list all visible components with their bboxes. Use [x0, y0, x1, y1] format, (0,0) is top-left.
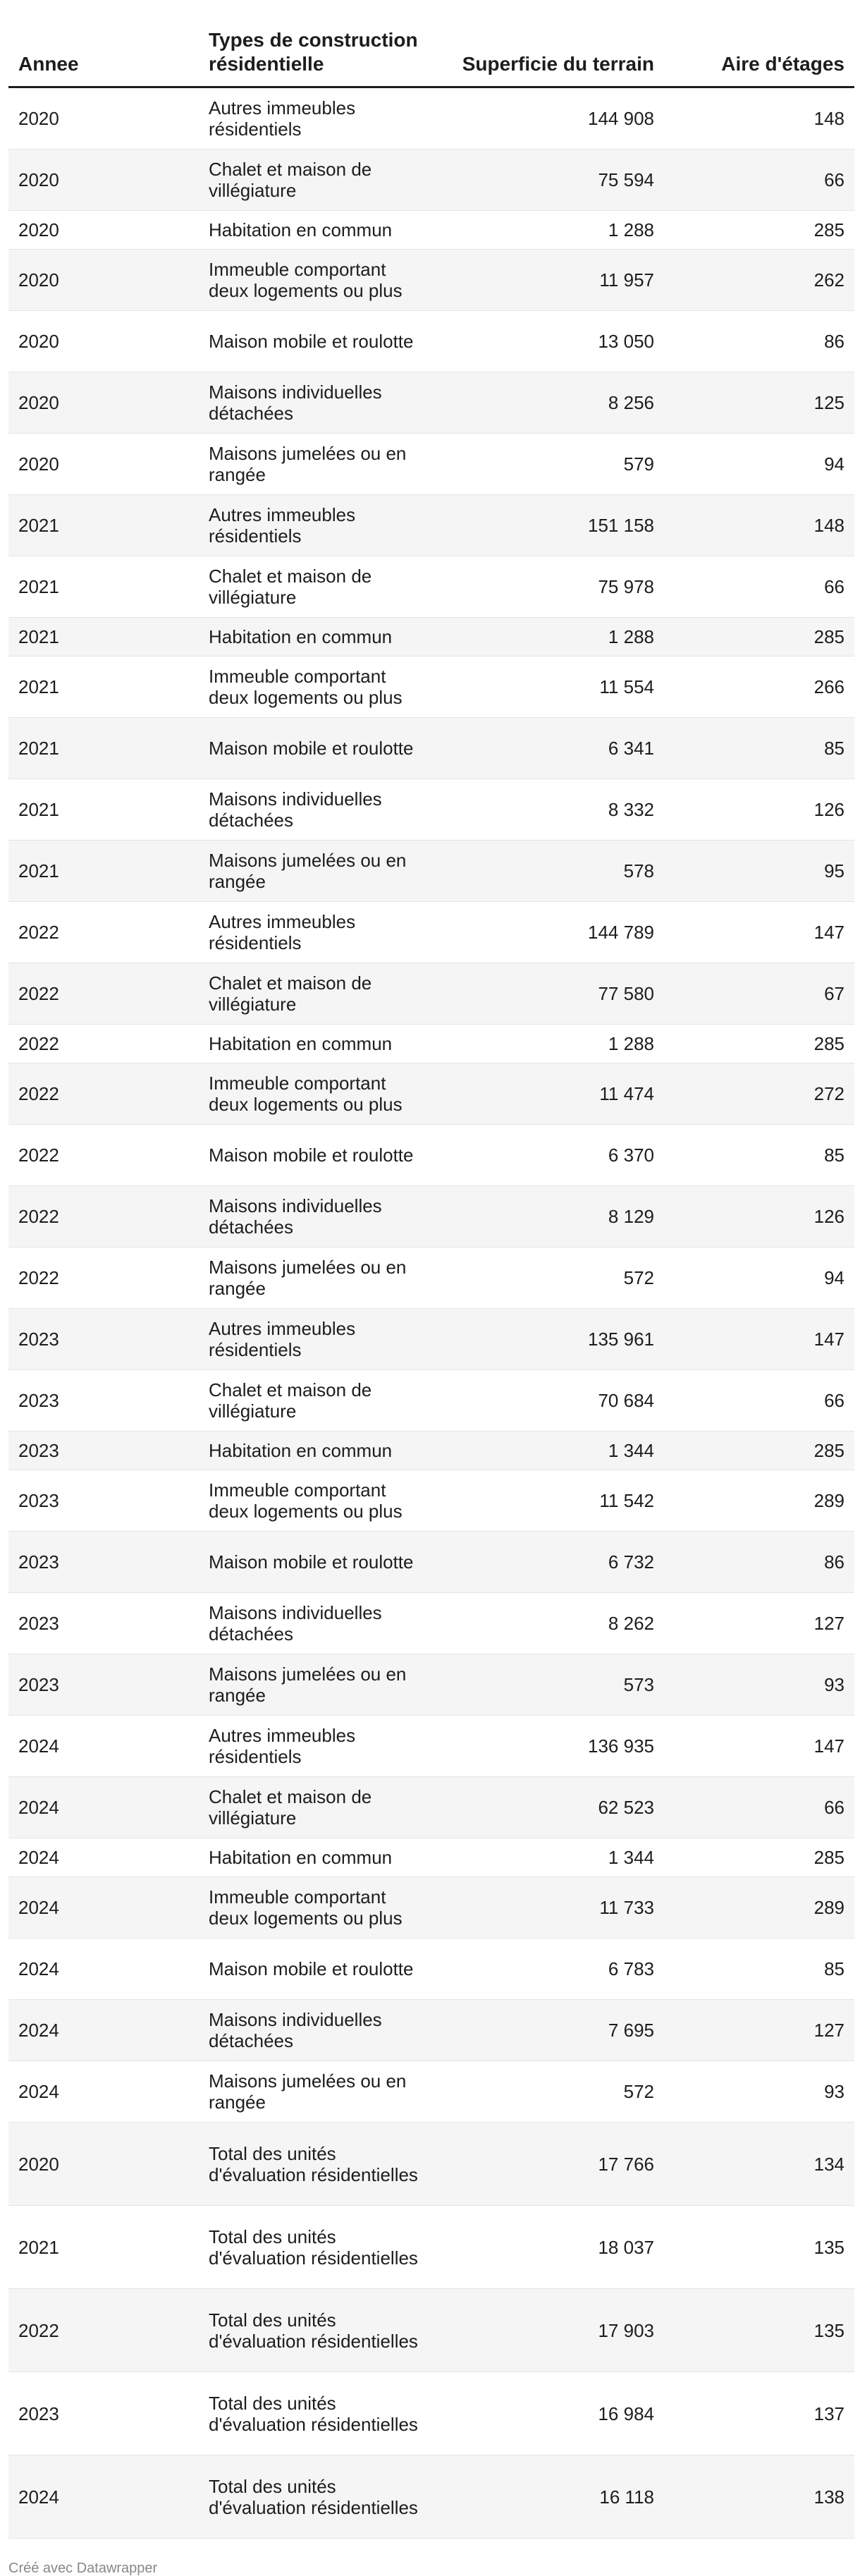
cell-type-construction: Maisons jumelées ou en rangée: [199, 1247, 438, 1309]
cell-type-construction: Maison mobile et roulotte: [199, 1532, 438, 1593]
cell-superficie-terrain: 6 783: [438, 1939, 664, 2000]
cell-aire-etages: 285: [664, 1838, 854, 1877]
cell-type-construction: Immeuble comportant deux logements ou plus: [199, 1877, 438, 1939]
cell-aire-etages: 262: [664, 250, 854, 311]
cell-aire-etages: 289: [664, 1877, 854, 1939]
cell-type-construction: Habitation en commun: [199, 211, 438, 250]
cell-aire-etages: 127: [664, 2000, 854, 2061]
cell-superficie-terrain: 17 766: [438, 2123, 664, 2206]
cell-annee: 2020: [8, 87, 199, 149]
cell-superficie-terrain: 8 256: [438, 372, 664, 434]
cell-aire-etages: 126: [664, 779, 854, 841]
cell-annee: 2021: [8, 2206, 199, 2289]
cell-superficie-terrain: 11 554: [438, 657, 664, 718]
table-row: [8, 556, 854, 618]
cell-annee: 2020: [8, 250, 199, 311]
cell-type-construction: Total des unités d'évaluation résidentielles: [199, 2372, 438, 2455]
cell-annee: 2024: [8, 1877, 199, 1939]
table-row: [8, 434, 854, 495]
cell-superficie-terrain: 62 523: [438, 1777, 664, 1838]
cell-superficie-terrain: 151 158: [438, 495, 664, 556]
table-row: [8, 1654, 854, 1716]
cell-superficie-terrain: 572: [438, 1247, 664, 1309]
cell-annee: 2023: [8, 1309, 199, 1370]
cell-annee: 2023: [8, 1470, 199, 1532]
cell-annee: 2024: [8, 1716, 199, 1777]
cell-annee: 2022: [8, 902, 199, 963]
table-row: [8, 1432, 854, 1470]
cell-annee: 2021: [8, 718, 199, 779]
cell-type-construction: Chalet et maison de villégiature: [199, 149, 438, 211]
cell-superficie-terrain: 1 288: [438, 1025, 664, 1063]
cell-annee: 2024: [8, 1838, 199, 1877]
cell-superficie-terrain: 11 733: [438, 1877, 664, 1939]
cell-annee: 2021: [8, 556, 199, 618]
table-row: [8, 311, 854, 372]
cell-type-construction: Maisons individuelles détachées: [199, 1593, 438, 1654]
cell-type-construction: Total des unités d'évaluation résidentielles: [199, 2289, 438, 2372]
table-row: [8, 1532, 854, 1593]
table-row: [8, 2061, 854, 2123]
cell-aire-etages: 86: [664, 1532, 854, 1593]
cell-superficie-terrain: 13 050: [438, 311, 664, 372]
cell-annee: 2024: [8, 2061, 199, 2123]
table-row: [8, 1125, 854, 1186]
table-row: [8, 902, 854, 963]
cell-superficie-terrain: 1 288: [438, 211, 664, 250]
cell-type-construction: Autres immeubles résidentiels: [199, 1716, 438, 1777]
cell-type-construction: Maison mobile et roulotte: [199, 718, 438, 779]
cell-superficie-terrain: 6 732: [438, 1532, 664, 1593]
table-row: [8, 2206, 854, 2289]
cell-superficie-terrain: 7 695: [438, 2000, 664, 2061]
table-row: [8, 1063, 854, 1125]
cell-superficie-terrain: 77 580: [438, 963, 664, 1025]
cell-aire-etages: 134: [664, 2123, 854, 2206]
cell-type-construction: Maisons jumelées ou en rangée: [199, 841, 438, 902]
table-row: [8, 149, 854, 211]
cell-annee: 2021: [8, 841, 199, 902]
cell-type-construction: Chalet et maison de villégiature: [199, 1777, 438, 1838]
cell-aire-etages: 285: [664, 1432, 854, 1470]
table-row: [8, 1716, 854, 1777]
table-row: [8, 250, 854, 311]
cell-aire-etages: 147: [664, 902, 854, 963]
cell-annee: 2020: [8, 149, 199, 211]
cell-annee: 2020: [8, 2123, 199, 2206]
table-row: [8, 618, 854, 657]
cell-aire-etages: 285: [664, 618, 854, 657]
cell-aire-etages: 93: [664, 2061, 854, 2123]
cell-superficie-terrain: 11 542: [438, 1470, 664, 1532]
cell-aire-etages: 148: [664, 87, 854, 149]
table-row: [8, 1777, 854, 1838]
cell-aire-etages: 266: [664, 657, 854, 718]
cell-annee: 2023: [8, 2372, 199, 2455]
cell-aire-etages: 148: [664, 495, 854, 556]
cell-annee: 2020: [8, 211, 199, 250]
cell-annee: 2023: [8, 1593, 199, 1654]
cell-type-construction: Immeuble comportant deux logements ou plus: [199, 657, 438, 718]
table-row: [8, 657, 854, 718]
cell-aire-etages: 67: [664, 963, 854, 1025]
cell-aire-etages: 126: [664, 1186, 854, 1247]
cell-type-construction: Maisons jumelées ou en rangée: [199, 2061, 438, 2123]
cell-aire-etages: 137: [664, 2372, 854, 2455]
cell-type-construction: Habitation en commun: [199, 1838, 438, 1877]
cell-type-construction: Total des unités d'évaluation résidentielles: [199, 2455, 438, 2539]
cell-superficie-terrain: 136 935: [438, 1716, 664, 1777]
cell-aire-etages: 66: [664, 1777, 854, 1838]
cell-annee: 2022: [8, 1186, 199, 1247]
cell-aire-etages: 147: [664, 1716, 854, 1777]
cell-type-construction: Maisons individuelles détachées: [199, 1186, 438, 1247]
cell-aire-etages: 66: [664, 149, 854, 211]
datawrapper-credit: Créé avec Datawrapper: [8, 2560, 158, 2576]
cell-annee: 2022: [8, 1025, 199, 1063]
cell-annee: 2024: [8, 1939, 199, 2000]
cell-superficie-terrain: 8 129: [438, 1186, 664, 1247]
data-table: [8, 28, 854, 2539]
cell-aire-etages: 127: [664, 1593, 854, 1654]
table-row: [8, 1939, 854, 2000]
table-row: [8, 2455, 854, 2539]
cell-type-construction: Maison mobile et roulotte: [199, 1125, 438, 1186]
cell-aire-etages: 85: [664, 1939, 854, 2000]
cell-annee: 2022: [8, 963, 199, 1025]
cell-type-construction: Autres immeubles résidentiels: [199, 495, 438, 556]
cell-annee: 2022: [8, 1125, 199, 1186]
cell-superficie-terrain: 11 474: [438, 1063, 664, 1125]
cell-aire-etages: 135: [664, 2206, 854, 2289]
cell-superficie-terrain: 70 684: [438, 1370, 664, 1432]
cell-aire-etages: 95: [664, 841, 854, 902]
cell-type-construction: Maisons jumelées ou en rangée: [199, 1654, 438, 1716]
table-row: [8, 779, 854, 841]
cell-annee: 2021: [8, 779, 199, 841]
header-superficie-terrain[interactable]: Superficie du terrain: [438, 28, 664, 87]
cell-superficie-terrain: 135 961: [438, 1309, 664, 1370]
cell-annee: 2024: [8, 2455, 199, 2539]
table-row: [8, 841, 854, 902]
cell-aire-etages: 138: [664, 2455, 854, 2539]
cell-type-construction: Habitation en commun: [199, 618, 438, 657]
cell-superficie-terrain: 144 908: [438, 87, 664, 149]
cell-aire-etages: 86: [664, 311, 854, 372]
cell-superficie-terrain: 8 262: [438, 1593, 664, 1654]
cell-aire-etages: 85: [664, 718, 854, 779]
table-row: [8, 2000, 854, 2061]
table-row: [8, 1309, 854, 1370]
cell-type-construction: Habitation en commun: [199, 1432, 438, 1470]
table-row: [8, 211, 854, 250]
cell-superficie-terrain: 1 344: [438, 1838, 664, 1877]
cell-superficie-terrain: 75 594: [438, 149, 664, 211]
cell-type-construction: Autres immeubles résidentiels: [199, 1309, 438, 1370]
cell-superficie-terrain: 6 341: [438, 718, 664, 779]
cell-aire-etages: 147: [664, 1309, 854, 1370]
table-row: [8, 495, 854, 556]
table-header: [8, 28, 854, 87]
cell-annee: 2021: [8, 618, 199, 657]
cell-aire-etages: 285: [664, 1025, 854, 1063]
cell-type-construction: Total des unités d'évaluation résidentielles: [199, 2123, 438, 2206]
cell-superficie-terrain: 579: [438, 434, 664, 495]
cell-aire-etages: 125: [664, 372, 854, 434]
table-row: [8, 718, 854, 779]
table-row: [8, 2123, 854, 2206]
cell-superficie-terrain: 16 984: [438, 2372, 664, 2455]
header-aire-etages[interactable]: Aire d'étages: [664, 28, 854, 87]
header-type-construction[interactable]: Types de construction résidentielle: [199, 28, 438, 87]
cell-aire-etages: 93: [664, 1654, 854, 1716]
table-row: [8, 87, 854, 149]
cell-annee: 2021: [8, 495, 199, 556]
cell-annee: 2024: [8, 2000, 199, 2061]
table-row: [8, 1370, 854, 1432]
cell-superficie-terrain: 1 288: [438, 618, 664, 657]
cell-superficie-terrain: 18 037: [438, 2206, 664, 2289]
cell-annee: 2023: [8, 1370, 199, 1432]
cell-type-construction: Maisons individuelles détachées: [199, 372, 438, 434]
cell-type-construction: Maison mobile et roulotte: [199, 1939, 438, 2000]
table-row: [8, 1470, 854, 1532]
cell-annee: 2020: [8, 372, 199, 434]
cell-superficie-terrain: 1 344: [438, 1432, 664, 1470]
cell-aire-etages: 94: [664, 1247, 854, 1309]
cell-superficie-terrain: 6 370: [438, 1125, 664, 1186]
table-row: [8, 1593, 854, 1654]
table-row: [8, 2372, 854, 2455]
table-row: [8, 963, 854, 1025]
cell-annee: 2022: [8, 1063, 199, 1125]
cell-aire-etages: 85: [664, 1125, 854, 1186]
cell-type-construction: Autres immeubles résidentiels: [199, 87, 438, 149]
cell-aire-etages: 289: [664, 1470, 854, 1532]
cell-annee: 2020: [8, 311, 199, 372]
cell-type-construction: Autres immeubles résidentiels: [199, 902, 438, 963]
cell-superficie-terrain: 16 118: [438, 2455, 664, 2539]
cell-annee: 2024: [8, 1777, 199, 1838]
header-row: [8, 28, 854, 87]
cell-type-construction: Immeuble comportant deux logements ou plus: [199, 1470, 438, 1532]
cell-type-construction: Maison mobile et roulotte: [199, 311, 438, 372]
table-row: [8, 2289, 854, 2372]
header-annee[interactable]: Annee: [8, 28, 199, 87]
cell-type-construction: Chalet et maison de villégiature: [199, 556, 438, 618]
cell-annee: 2022: [8, 2289, 199, 2372]
table-row: [8, 1838, 854, 1877]
cell-annee: 2023: [8, 1532, 199, 1593]
cell-annee: 2023: [8, 1432, 199, 1470]
cell-superficie-terrain: 11 957: [438, 250, 664, 311]
cell-superficie-terrain: 8 332: [438, 779, 664, 841]
cell-aire-etages: 285: [664, 211, 854, 250]
cell-superficie-terrain: 144 789: [438, 902, 664, 963]
cell-annee: 2022: [8, 1247, 199, 1309]
cell-aire-etages: 94: [664, 434, 854, 495]
cell-type-construction: Maisons individuelles détachées: [199, 2000, 438, 2061]
cell-superficie-terrain: 17 903: [438, 2289, 664, 2372]
cell-annee: 2020: [8, 434, 199, 495]
cell-type-construction: Immeuble comportant deux logements ou plus: [199, 250, 438, 311]
cell-type-construction: Maisons jumelées ou en rangée: [199, 434, 438, 495]
table-row: [8, 372, 854, 434]
cell-superficie-terrain: 578: [438, 841, 664, 902]
cell-aire-etages: 135: [664, 2289, 854, 2372]
table-row: [8, 1186, 854, 1247]
cell-superficie-terrain: 572: [438, 2061, 664, 2123]
cell-annee: 2021: [8, 657, 199, 718]
table-row: [8, 1247, 854, 1309]
cell-type-construction: Chalet et maison de villégiature: [199, 963, 438, 1025]
cell-type-construction: Chalet et maison de villégiature: [199, 1370, 438, 1432]
cell-superficie-terrain: 75 978: [438, 556, 664, 618]
cell-superficie-terrain: 573: [438, 1654, 664, 1716]
cell-aire-etages: 272: [664, 1063, 854, 1125]
cell-type-construction: Total des unités d'évaluation résidentielles: [199, 2206, 438, 2289]
table-row: [8, 1025, 854, 1063]
table-row: [8, 1877, 854, 1939]
cell-aire-etages: 66: [664, 556, 854, 618]
cell-aire-etages: 66: [664, 1370, 854, 1432]
cell-type-construction: Maisons individuelles détachées: [199, 779, 438, 841]
cell-type-construction: Immeuble comportant deux logements ou plus: [199, 1063, 438, 1125]
cell-type-construction: Habitation en commun: [199, 1025, 438, 1063]
cell-annee: 2023: [8, 1654, 199, 1716]
table-body: [8, 87, 854, 2539]
